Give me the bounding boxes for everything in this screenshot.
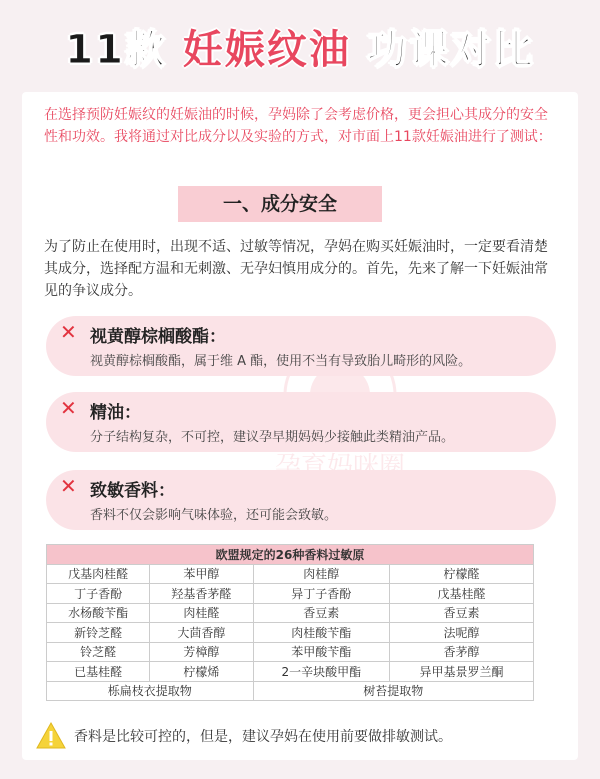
table-row xyxy=(47,681,534,701)
table-cell: 法呢醇 xyxy=(390,623,534,643)
table-cell: 香豆素 xyxy=(253,603,390,623)
table-cell: 苯甲酸苄酯 xyxy=(253,642,390,662)
ingredient-item xyxy=(46,316,556,376)
ingredient-item xyxy=(46,470,556,530)
table-cell: 香茅醇 xyxy=(390,642,534,662)
table-cell: 肉桂醇 xyxy=(253,564,390,584)
table-cell: 异丁子香酚 xyxy=(253,584,390,604)
section-paragraph: 为了防止在使用时，出现不适、过敏等情况，孕妈在购买妊娠油时，一定要看清楚其成分，选择配方温和无刺激、无孕妇慎用成分的。首先，先来了解一下妊娠油常见的争议成分。 xyxy=(44,239,548,299)
tip-text: 香料是比较可控的，但是，建议孕妈在使用前要做排敏测试。 xyxy=(74,729,452,745)
table-row xyxy=(47,662,534,682)
table-cell: 肉桂酸苄酯 xyxy=(253,623,390,643)
title-part-count: 11款 xyxy=(65,27,183,73)
ingredient-name: 精油： xyxy=(90,403,141,423)
cross-icon: ✕ xyxy=(60,320,77,344)
table-caption: 欧盟规定的26种香料过敏原 xyxy=(47,545,534,565)
page-title xyxy=(0,22,600,78)
table-cell: 柠檬醛 xyxy=(390,564,534,584)
table-cell: 树苔提取物 xyxy=(253,681,533,701)
ingredient-item xyxy=(46,392,556,452)
table-row xyxy=(47,623,534,643)
section-heading: 一、成分安全 xyxy=(178,186,382,222)
ingredient-name: 视黄醇棕榈酸酯： xyxy=(90,327,226,347)
ingredient-name: 致敏香料： xyxy=(90,481,175,501)
cross-icon: ✕ xyxy=(60,474,77,498)
table-row xyxy=(47,603,534,623)
table-cell: 苯甲醇 xyxy=(150,564,253,584)
table-cell: 肉桂醛 xyxy=(150,603,253,623)
table-cell: 水杨酸苄酯 xyxy=(47,603,150,623)
table-row xyxy=(47,642,534,662)
table-cell: 丁子香酚 xyxy=(47,584,150,604)
table-cell: 铃芝醛 xyxy=(47,642,150,662)
ingredient-desc: 香料不仅会影响气味体验，还可能会致敏。 xyxy=(90,508,338,523)
warning-icon xyxy=(36,722,66,749)
ingredient-desc: 视黄醇棕榈酸酯，属于维 A 酯，使用不当有导致胎儿畸形的风险。 xyxy=(90,354,472,369)
allergen-table xyxy=(46,544,534,701)
table-row xyxy=(47,584,534,604)
table-cell: 已基桂醛 xyxy=(47,662,150,682)
intro-text: 在选择预防妊娠纹的妊娠油的时候，孕妈除了会考虑价格，更会担心其成分的安全性和功效。我将通过对比成分以及实验的方式，对市面上11款妊娠油进行了测试： xyxy=(44,107,552,145)
table-cell: 大茴香醇 xyxy=(150,623,253,643)
table-row xyxy=(47,564,534,584)
ingredient-desc: 分子结构复杂，不可控，建议孕早期妈妈少接触此类精油产品。 xyxy=(90,430,455,445)
table-cell: 异甲基景罗兰酮 xyxy=(390,662,534,682)
tip-line xyxy=(36,722,556,750)
table-cell: 戊基桂醛 xyxy=(390,584,534,604)
table-cell: 2一辛块酸甲酯 xyxy=(253,662,390,682)
table-cell: 柠檬烯 xyxy=(150,662,253,682)
title-part-suffix: 功课对比 xyxy=(350,27,535,73)
title-part-highlight: 妊娠纹油 xyxy=(182,27,351,73)
cross-icon: ✕ xyxy=(60,396,77,420)
table-cell: 新铃芝醛 xyxy=(47,623,150,643)
table-cell: 戊基肉桂醛 xyxy=(47,564,150,584)
table-cell: 栎扁枝衣提取物 xyxy=(47,681,254,701)
table-cell: 羟基香茅醛 xyxy=(150,584,253,604)
table-cell: 芳樟醇 xyxy=(150,642,253,662)
table-cell: 香豆素 xyxy=(390,603,534,623)
